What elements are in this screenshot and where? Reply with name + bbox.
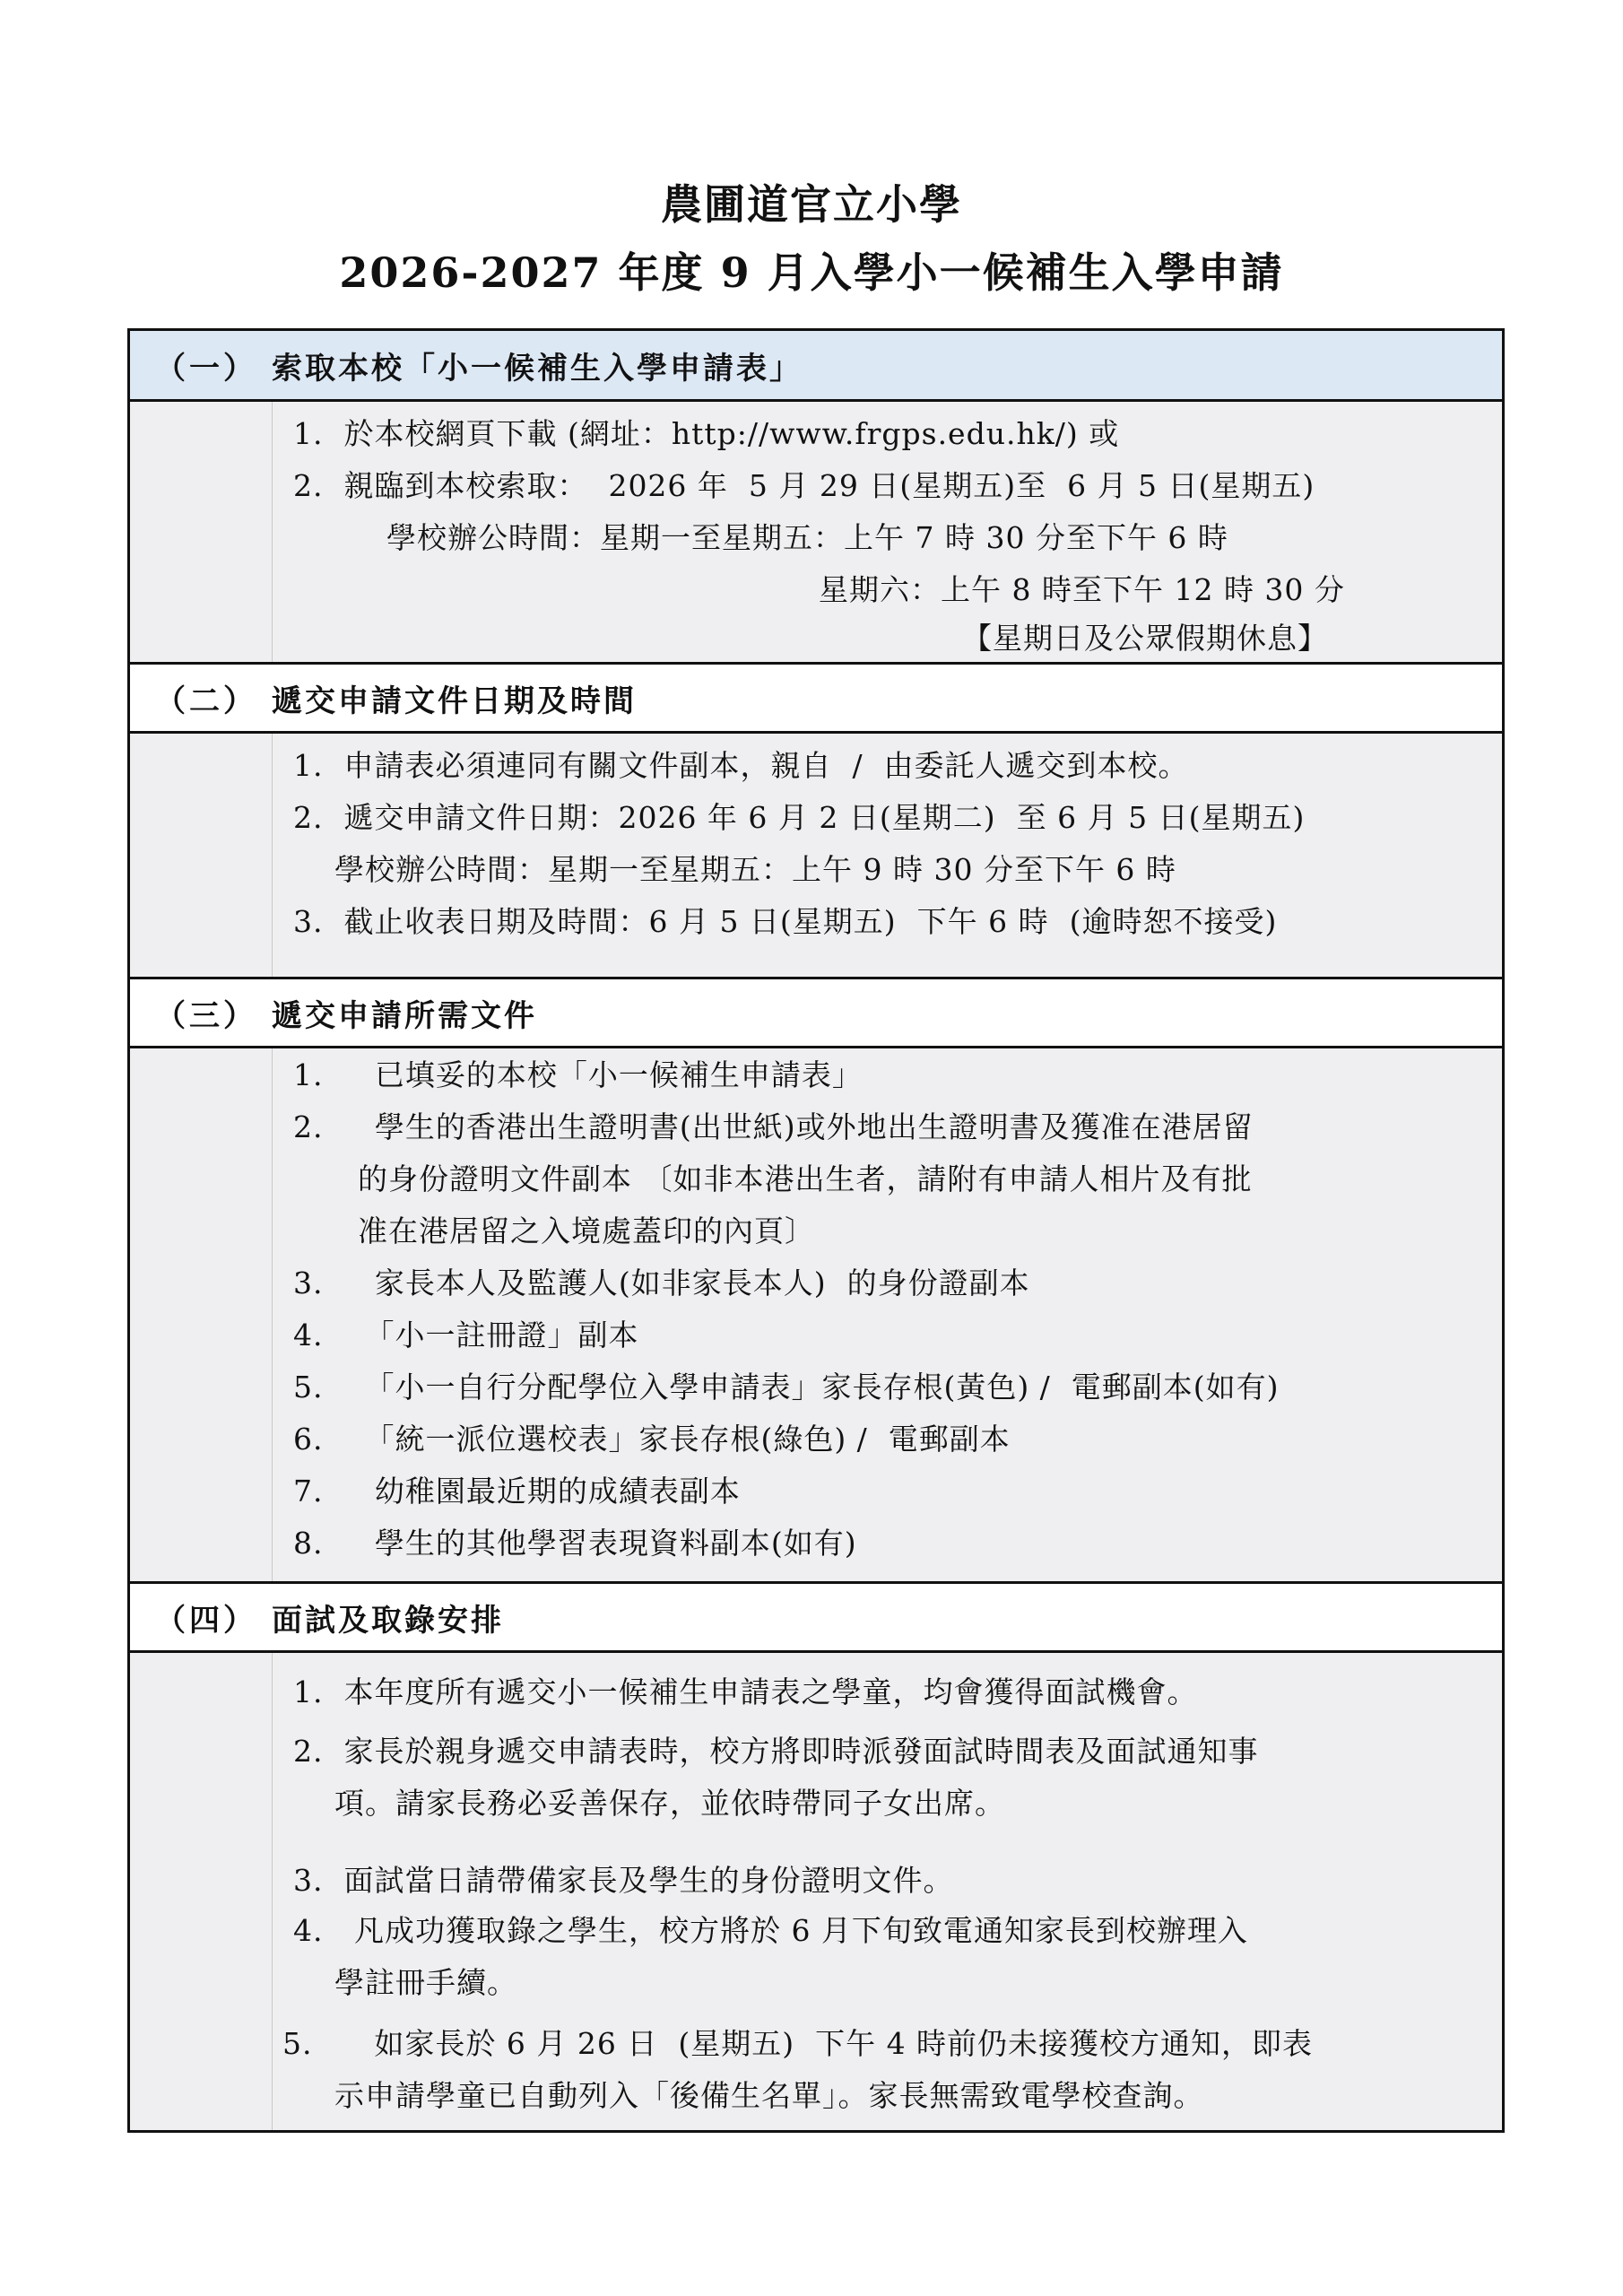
section-4-number: （四） <box>155 1602 257 1639</box>
document-title: 2026-2027 年度 9 月入學小一候補生入學申請 <box>339 248 1284 297</box>
section-2-office-hours: 學校辦公時間：星期一至星期五：上午 9 時 30 分至下午 6 時 <box>334 852 1176 887</box>
section-4-item-3: 3. 面試當日請帶備家長及學生的身份證明文件。 <box>293 1863 954 1898</box>
section-1-item-2: 2. 親臨到本校索取： 2026 年 5 月 29 日(星期五)至 6 月 5 日(星期五) <box>293 468 1315 503</box>
section-4-header <box>130 1584 1502 1653</box>
section-3-item-2-cont-1: 的身份證明文件副本 〔如非本港出生者，請附有申請人相片及有批 <box>358 1161 1253 1196</box>
section-4-item-1: 1. 本年度所有遞交小一候補生申請表之學童，均會獲得面試機會。 <box>293 1674 1198 1709</box>
section-4-body <box>130 1653 1502 2130</box>
section-2-title: 遞交申請文件日期及時間 <box>272 683 637 719</box>
section-3-item-2-cont-2: 准在港居留之入境處蓋印的內頁〕 <box>358 1213 815 1248</box>
section-3-header <box>130 979 1502 1048</box>
section-4-item-4-cont: 學註冊手續。 <box>334 1965 517 2000</box>
section-1-body <box>130 402 1502 662</box>
section-3-item-7: 7. 幼稚園最近期的成績表副本 <box>293 1474 741 1509</box>
section-1-holiday-note: 【星期日及公眾假期休息】 <box>962 621 1328 656</box>
section-2-item-1: 1. 申請表必須連同有關文件副本，親自 / 由委託人遞交到本校。 <box>293 748 1189 783</box>
section-1-office-hours: 學校辦公時間：星期一至星期五：上午 7 時 30 分至下午 6 時 <box>386 520 1228 555</box>
section-1-title: 索取本校「小一候補生入學申請表」 <box>272 350 803 387</box>
section-3-item-5: 5. 「小一自行分配學位入學申請表」家長存根(黃色) / 電郵副本(如有) <box>293 1370 1280 1405</box>
section-3-item-6: 6. 「統一派位選校表」家長存根(綠色) / 電郵副本 <box>293 1422 1011 1457</box>
section-3-title: 遞交申請所需文件 <box>272 997 537 1034</box>
section-2-body <box>130 734 1502 977</box>
section-2-item-3: 3. 截止收表日期及時間：6 月 5 日(星期五) 下午 6 時 (逾時恕不接受) <box>293 904 1278 939</box>
section-3-item-8: 8. 學生的其他學習表現資料副本(如有) <box>293 1526 857 1561</box>
section-4-title: 面試及取錄安排 <box>272 1602 504 1639</box>
section-3-body <box>130 1048 1502 1581</box>
section-3-item-1: 1. 已填妥的本校「小一候補生申請表」 <box>293 1057 863 1092</box>
section-2-number: （二） <box>155 683 257 719</box>
section-4-item-4: 4. 凡成功獲取錄之學生，校方將於 6 月下旬致電通知家長到校辦理入 <box>293 1913 1248 1948</box>
section-3-item-3: 3. 家長本人及監護人(如非家長本人) 的身份證副本 <box>293 1265 1030 1300</box>
section-3-number: （三） <box>155 997 257 1034</box>
section-4-item-5-cont: 示申請學童已自動列入「後備生名單」。家長無需致電學校查詢。 <box>334 2078 1204 2113</box>
section-4-item-5: 5. 如家長於 6 月 26 日 (星期五) 下午 4 時前仍未接獲校方通知，即表 <box>282 2026 1314 2061</box>
application-table <box>127 328 1505 2133</box>
section-3-item-4: 4. 「小一註冊證」副本 <box>293 1318 639 1352</box>
school-name: 農圃道官立小學 <box>661 180 962 229</box>
section-1-saturday-hours: 星期六：上午 8 時至下午 12 時 30 分 <box>819 572 1345 607</box>
section-4-item-2-cont: 項。請家長務必妥善保存，並依時帶同子女出席。 <box>334 1786 1005 1821</box>
section-2-item-2: 2. 遞交申請文件日期：2026 年 6 月 2 日(星期二) 至 6 月 5 日(星期五) <box>293 800 1306 835</box>
section-1-item-1: 1. 於本校網頁下載 (網址：http://www.frgps.edu.hk/) 或 <box>293 416 1120 451</box>
section-2-header <box>130 665 1502 734</box>
section-1-header <box>130 331 1502 402</box>
section-3-item-2: 2. 學生的香港出生證明書(出世紙)或外地出生證明書及獲准在港居留 <box>293 1109 1254 1144</box>
section-4-item-2: 2. 家長於親身遞交申請表時，校方將即時派發面試時間表及面試通知事 <box>293 1734 1259 1769</box>
section-1-number: （一） <box>155 350 257 387</box>
